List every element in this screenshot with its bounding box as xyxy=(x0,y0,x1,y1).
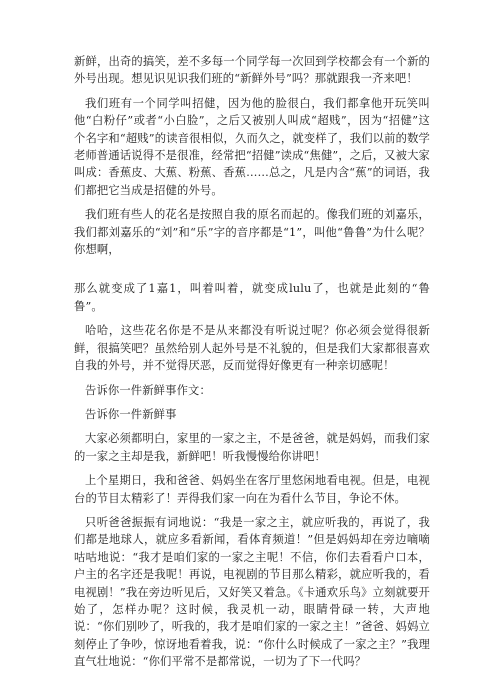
paragraph-3: 我们班有些人的花名是按照自我的原名而起的。像我们班的刘嘉乐，我们都刘嘉乐的“刘”和“乐”字的音序都是“1”，叫他“鲁鲁”为什么呢？你想啊， xyxy=(74,208,430,257)
paragraph-8: 只听爸爸振振有词地说：“我是一家之主，就应听我的，再说了，我们都是地球人，就应多看新闻，看体育频道！”但是妈妈却在旁边嘀嘀咕咕地说：“我才是咱们家的一家之主呢！不信，你们去看看户口本，户主的名字还是我呢！再说，电视剧的节目那么精彩，就应听我的，看电视剧！”我在旁边听见后，又好笑又着急。《卡通欢乐鸟》立刻就要开始了，怎样办呢？这时候，我灵机一动，眼睛骨碌一转，大声地说：“你们别吵了，听我的，我才是咱们家的一家之主！”爸爸、妈妈立刻停止了争吵，惊讶地看着我，说：“你什么时候成了一家之主？”我理直气壮地说：“你们平常不是都常说，一切为了下一代吗？ xyxy=(74,515,430,669)
paragraph-2: 我们班有一个同学叫招健，因为他的脸很白，我们都拿他开玩笑叫他“白粉仔”或者“小白脸”，之后又被别人叫成“超贱”，因为“招健”这个名字和“超贱”的读音很相似，久而久之，就变样了，我们以前的数学老师普通话说得不是很准，经常把“招健”读成“焦健”，之后，又被大家叫成：香蕉皮、大蕉、粉蕉、香蕉……总之，凡是内含“蕉”的词语，我们都把它当成是招健的外号。 xyxy=(74,96,430,197)
paragraph-6: 大家必须都明白，家里的一家之主，不是爸爸，就是妈妈，而我们家的一家之主却是我，新鲜吧！听我慢慢给你讲吧！ xyxy=(74,432,430,463)
paragraph-4: 那么就变成了1嘉1，叫着叫着，就变成lulu了，也就是此刻的“鲁鲁”。 xyxy=(74,282,430,313)
paragraph-1: 新鲜，出奇的搞笑，差不多每一个同学每一次回到学校都会有一个新的外号出现。想见识见识我们班的“新鲜外号”吗？那就跟我一齐来吧！ xyxy=(74,55,430,86)
section-heading-title: 告诉你一件新鲜事作文： xyxy=(85,383,211,397)
paragraph-5: 哈哈，这些花名你是不是从来都没有听说过呢？你必须会觉得很新鲜，很搞笑吧？虽然给别人起外号是不礼貌的，但是我们大家都很喜欢自我的外号，并不觉得厌恶，反而觉得好像更有一种亲切感呢！ xyxy=(74,324,430,373)
essay-title: 告诉你一件新鲜事 xyxy=(85,407,177,421)
paragraph-7: 上个星期日，我和爸爸、妈妈坐在客厅里悠闲地看电视。但是，电视台的节目太精彩了！弄得我们家一向在为看什么节目，争论不休。 xyxy=(74,474,430,505)
article-body xyxy=(74,53,430,678)
